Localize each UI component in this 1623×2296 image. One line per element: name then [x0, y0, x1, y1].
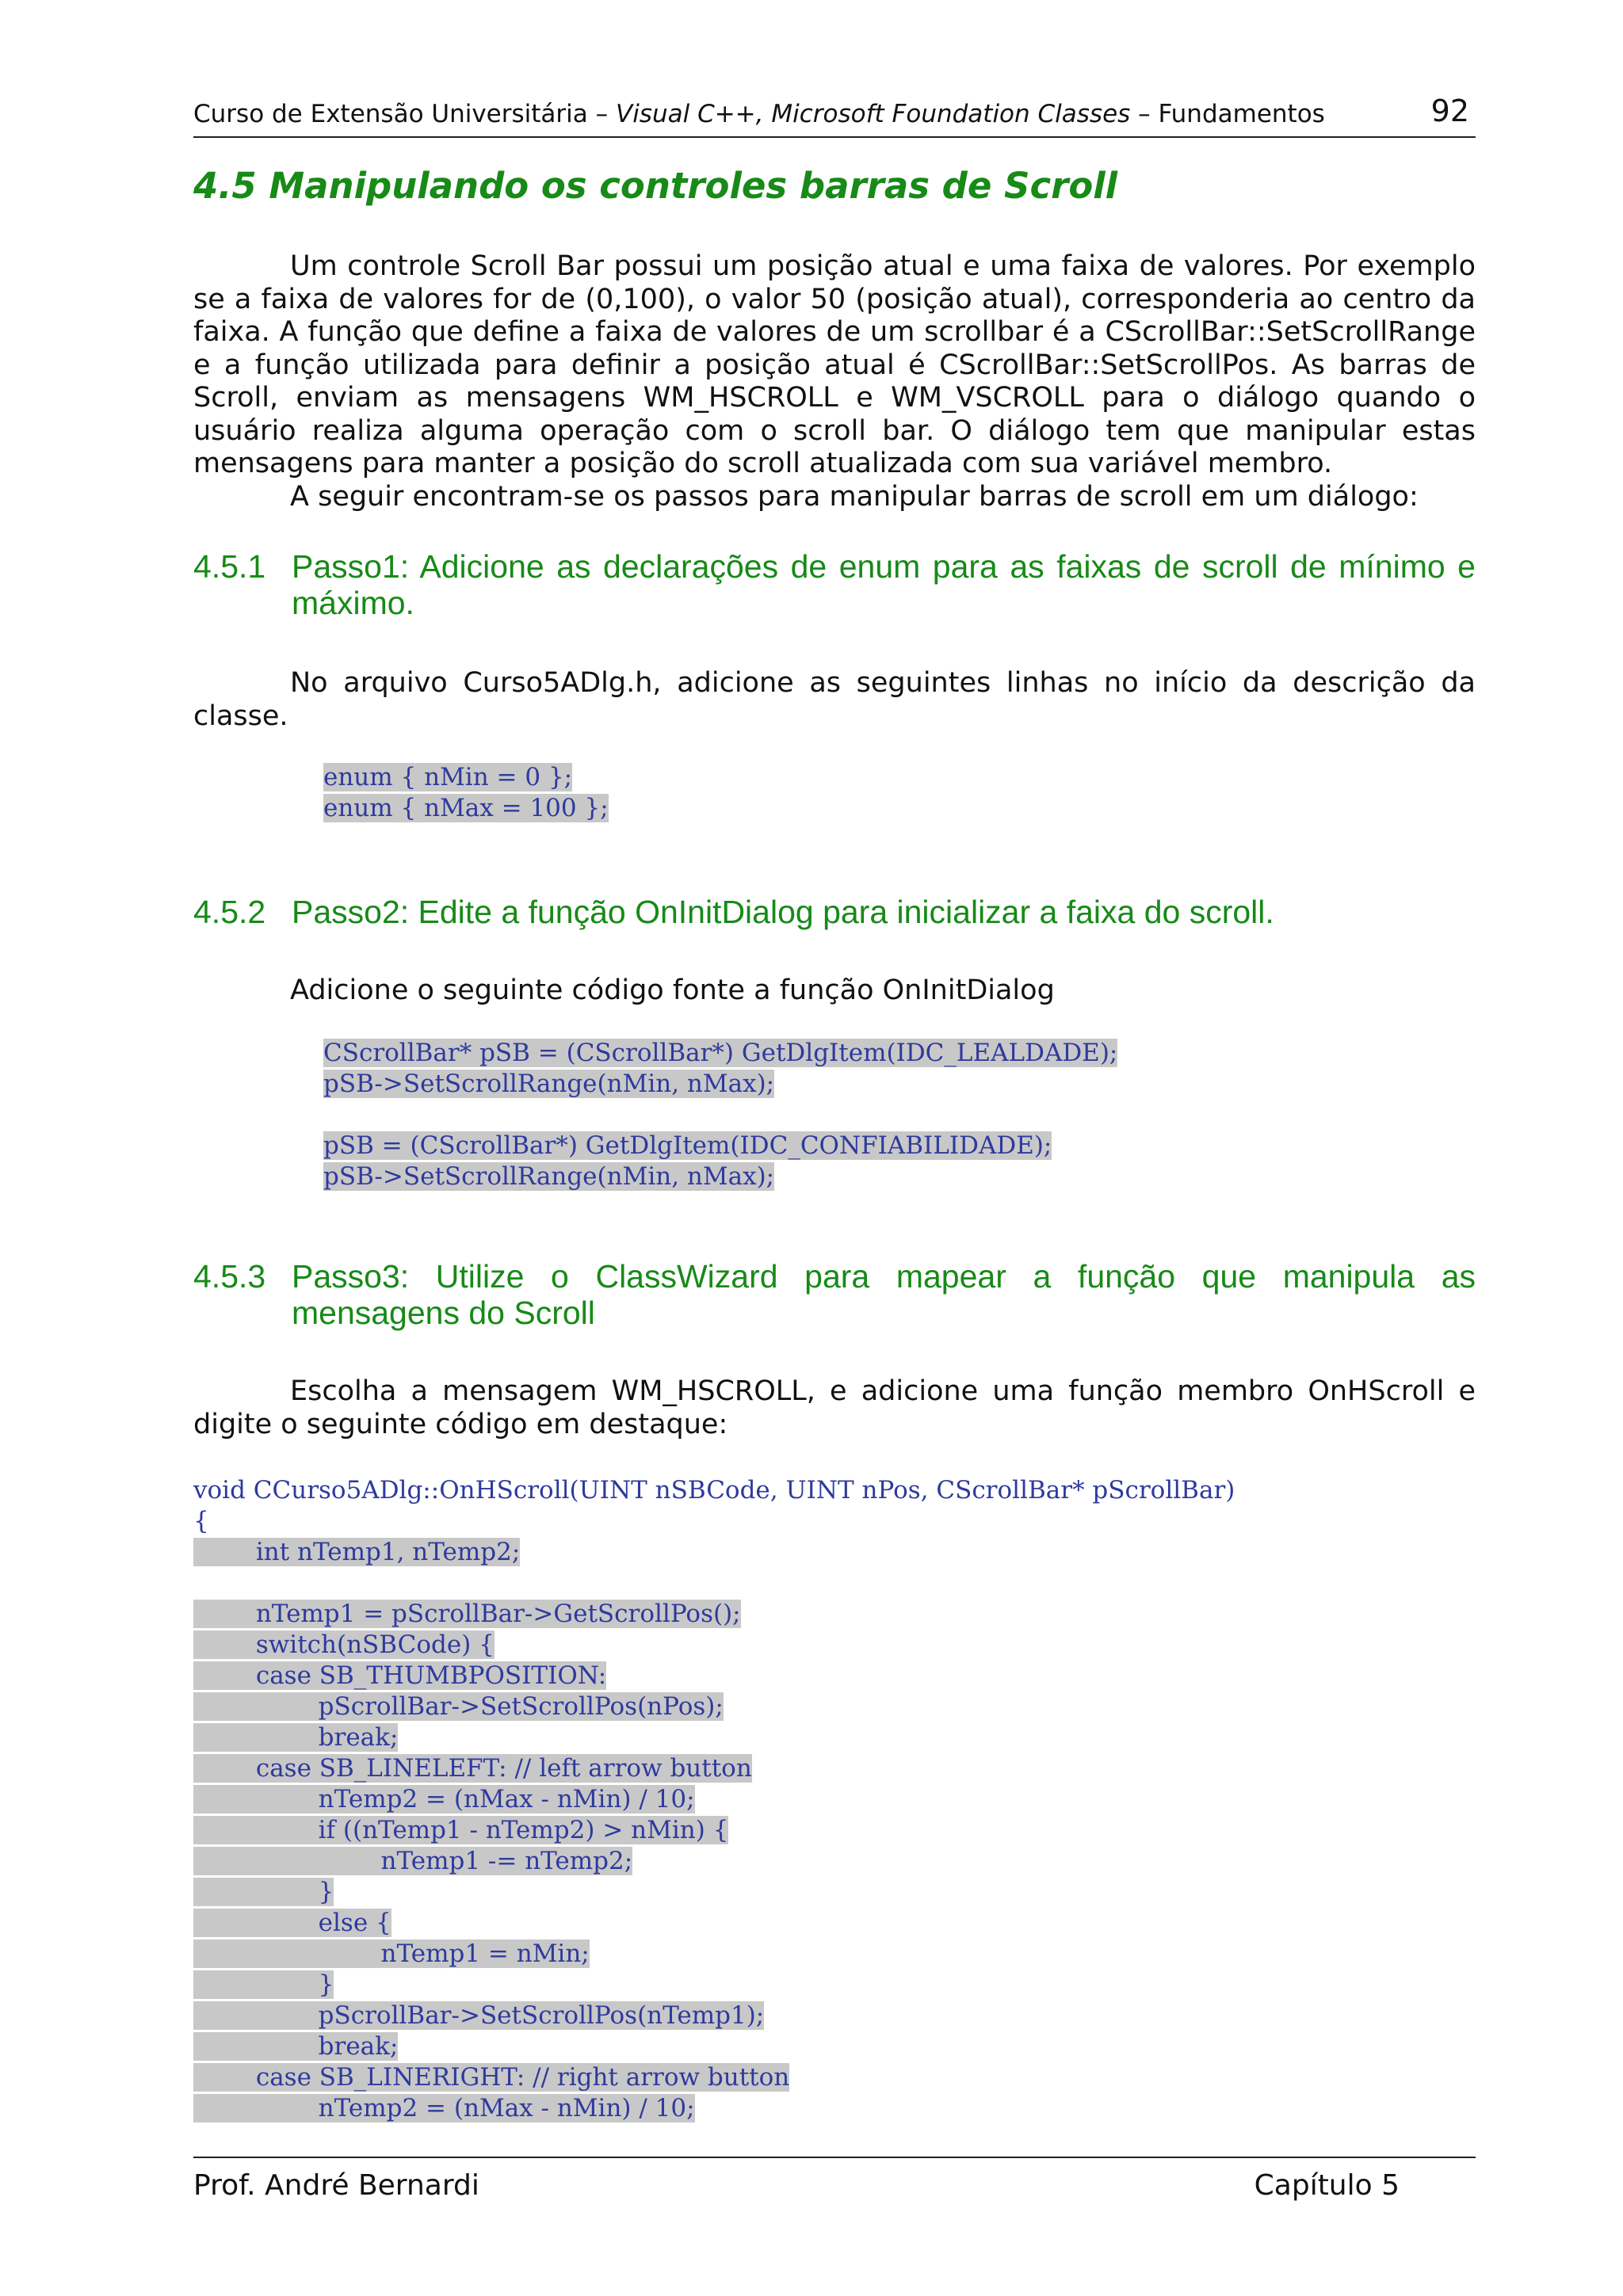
intro-line-5: Scroll, enviam as mensagens WM_HSCROLL e WM_VSCROLL para o diálogo quando o: [193, 382, 1476, 414]
code-line: case SB_LINELEFT: // left arrow button: [193, 1754, 752, 1783]
step-3-heading: [193, 1258, 1476, 1331]
code-line: nTemp2 = (nMax - nMin) / 10;: [193, 1785, 695, 1814]
step-3-text: [193, 1375, 1476, 1441]
page-footer: [193, 2157, 1476, 2206]
step-1-heading: [193, 548, 1476, 621]
footer-chapter: Capítulo 5: [1254, 2169, 1400, 2202]
code-line: CScrollBar* pSB = (CScrollBar*) GetDlgItem(IDC_LEALDADE);: [323, 1039, 1118, 1067]
code-line: if ((nTemp1 - nTemp2) > nMin) {: [193, 1816, 729, 1844]
code-line: else {: [193, 1909, 391, 1937]
step-2-heading: [193, 894, 1476, 930]
intro-line-3: faixa. A função que define a faixa de valores de um scrollbar é a CScrollBar::SetScrollRange: [193, 316, 1476, 348]
code-line: nTemp1 = nMin;: [193, 1939, 590, 1968]
code-line: pScrollBar->SetScrollPos(nTemp1);: [193, 2001, 765, 2030]
code-line: pSB->SetScrollRange(nMin, nMax);: [323, 1162, 775, 1191]
intro-paragraph: [193, 250, 1476, 513]
code-signature: void CCurso5ADlg::OnHScroll(UINT nSBCode, UINT nPos, CScrollBar* pScrollBar): [193, 1476, 1235, 1505]
code-line: break;: [193, 2032, 399, 2061]
step-3-number: 4.5.3: [193, 1258, 266, 1295]
code-line: nTemp1 -= nTemp2;: [193, 1847, 633, 1875]
intro-line-7: mensagens para manter a posição do scroll atualizada com sua variável membro.: [193, 448, 1333, 479]
step-3-text-line-2: digite o seguinte código em destaque:: [193, 1408, 728, 1440]
code-line: }: [193, 1878, 334, 1906]
step-2-code: [323, 1038, 1117, 1192]
page-number: 92: [1430, 93, 1469, 128]
code-line: pSB = (CScrollBar*) GetDlgItem(IDC_CONFIABILIDADE);: [323, 1131, 1052, 1160]
header-course: Curso de Extensão Universitária –: [193, 100, 609, 128]
code-line: switch(nSBCode) {: [193, 1630, 495, 1659]
code-line: nTemp1 = pScrollBar->GetScrollPos();: [193, 1600, 741, 1628]
step-1-text-line-2: classe.: [193, 700, 288, 732]
code-line: case SB_LINERIGHT: // right arrow button: [193, 2063, 790, 2092]
intro-line-1: Um controle Scroll Bar possui um posição atual e uma faixa de valores. Por exemplo: [290, 250, 1476, 282]
code-line: nTemp2 = (nMax - nMin) / 10;: [193, 2094, 695, 2122]
code-brace: {: [193, 1507, 209, 1535]
header-course-line: [193, 100, 1325, 128]
code-line: pSB->SetScrollRange(nMin, nMax);: [323, 1070, 775, 1098]
step-3-title: Passo3: Utilize o ClassWizard para mapear a função que manipula as mensagens do Scroll: [292, 1258, 1476, 1331]
code-line: case SB_THUMBPOSITION:: [193, 1661, 607, 1690]
section-title: 4.5 Manipulando os controles barras de Scroll: [193, 165, 1118, 207]
intro-last-line: A seguir encontram-se os passos para manipular barras de scroll em um diálogo:: [290, 480, 1419, 513]
step-2-title: Passo2: Edite a função OnInitDialog para inicializar a faixa do scroll.: [292, 894, 1274, 930]
intro-line-6: usuário realiza alguma operação com o scroll bar. O diálogo tem que manipular estas: [193, 414, 1476, 447]
step-1-text: [193, 667, 1476, 733]
code-line: }: [193, 1970, 334, 1999]
intro-line-4: e a função utilizada para definir a posição atual é CScrollBar::SetScrollPos. As barras de: [193, 349, 1476, 381]
intro-line-2: se a faixa de valores for de (0,100), o valor 50 (posição atual), corresponderia ao centro da: [193, 283, 1476, 315]
footer-author: Prof. André Bernardi: [193, 2169, 479, 2202]
header-topic: – Fundamentos: [1138, 100, 1325, 128]
code-line: int nTemp1, nTemp2;: [193, 1538, 521, 1566]
code-line: break;: [193, 1723, 399, 1752]
code-line: enum { nMax = 100 };: [323, 794, 609, 822]
step-3-text-line-1: Escolha a mensagem WM_HSCROLL, e adicione uma função membro OnHScroll e: [290, 1375, 1476, 1407]
step-1-code: [323, 762, 609, 824]
code-line: enum { nMin = 0 };: [323, 763, 573, 791]
step-1-title: Passo1: Adicione as declarações de enum para as faixas de scroll de mínimo e máximo.: [292, 548, 1476, 621]
step-1-text-line-1: No arquivo Curso5ADlg.h, adicione as seguintes linhas no início da descrição da: [290, 667, 1476, 699]
code-line: pScrollBar->SetScrollPos(nPos);: [193, 1692, 724, 1721]
header-subject: Visual C++, Microsoft Foundation Classes: [615, 100, 1131, 128]
step-2-text: Adicione o seguinte código fonte a função OnInitDialog: [290, 974, 1055, 1006]
step-2-number: 4.5.2: [193, 894, 266, 930]
page-header: [193, 92, 1476, 138]
step-3-code: [193, 1475, 1482, 2124]
step-1-number: 4.5.1: [193, 548, 266, 585]
